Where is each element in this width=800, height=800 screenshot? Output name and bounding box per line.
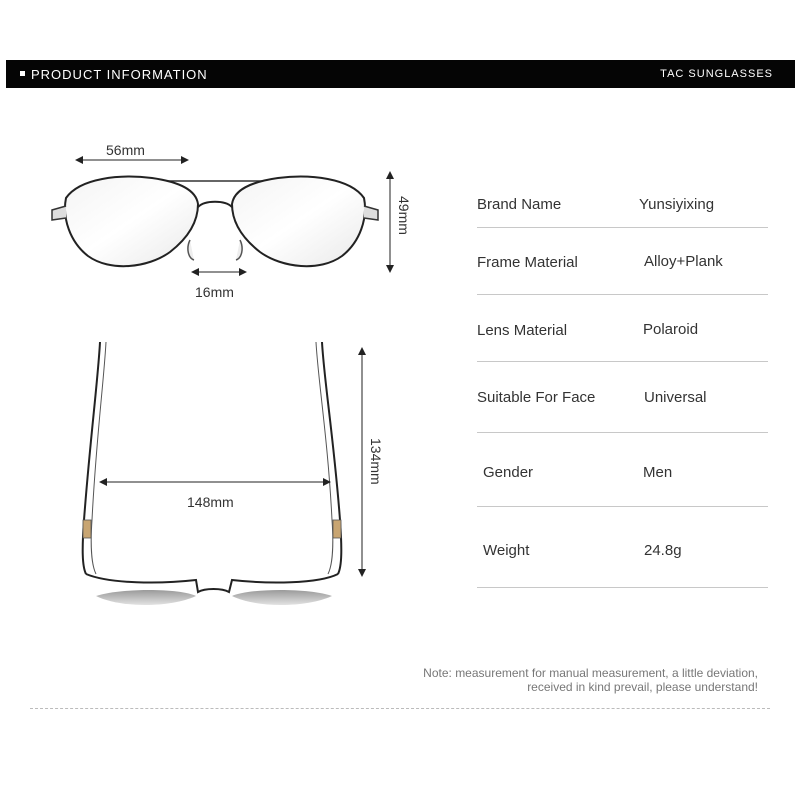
right-hinge-accent (333, 520, 341, 538)
spec-row-lens-material (477, 295, 768, 362)
left-lens (65, 177, 198, 267)
right-nose-pad (236, 240, 242, 260)
spec-row-gender (477, 433, 768, 507)
header-title: PRODUCT INFORMATION (31, 67, 208, 82)
right-hinge (364, 206, 378, 220)
top-view (83, 342, 342, 605)
spec-label: Frame Material (477, 254, 578, 271)
lens-height-label: 49mm (396, 196, 412, 235)
spec-value: Men (643, 464, 673, 481)
spec-value: Universal (644, 389, 707, 406)
spec-label: Lens Material (477, 322, 568, 339)
spec-row-brand (477, 163, 768, 228)
top-frame-front (86, 574, 338, 592)
spec-label: Suitable For Face (477, 389, 596, 406)
spec-row-face (477, 362, 768, 433)
frame-width-label: 148mm (187, 494, 234, 510)
left-nose-pad (188, 240, 194, 260)
spec-value: 24.8g (644, 542, 682, 559)
lens-width-label: 56mm (106, 142, 145, 158)
bridge (198, 202, 232, 207)
right-temple-outer (322, 342, 341, 574)
front-view (52, 177, 378, 267)
left-temple-inner (91, 342, 106, 574)
note-line-1: Note: measurement for manual measurement, a little deviation, (423, 666, 758, 680)
left-lens-shadow (96, 590, 196, 605)
left-hinge-accent (83, 520, 91, 538)
dashed-divider (30, 708, 770, 709)
spec-value: Yunsiyixing (639, 196, 715, 213)
right-lens (232, 177, 365, 267)
note-line-2: received in kind prevail, please understand! (527, 680, 758, 694)
spec-value: Polaroid (643, 321, 699, 338)
header-product-type: TAC SUNGLASSES (660, 68, 773, 80)
spec-value: Alloy+Plank (644, 253, 723, 270)
measurement-note (318, 666, 758, 694)
right-lens-shadow (232, 590, 332, 605)
temple-length-label: 134mm (368, 438, 384, 485)
left-hinge (52, 206, 66, 220)
spec-label: Gender (483, 464, 534, 481)
spec-label: Brand Name (477, 196, 562, 213)
spec-row-frame-material (477, 228, 768, 295)
spec-label: Weight (483, 542, 530, 559)
bridge-width-label: 16mm (195, 284, 234, 300)
spec-row-weight (477, 507, 768, 588)
